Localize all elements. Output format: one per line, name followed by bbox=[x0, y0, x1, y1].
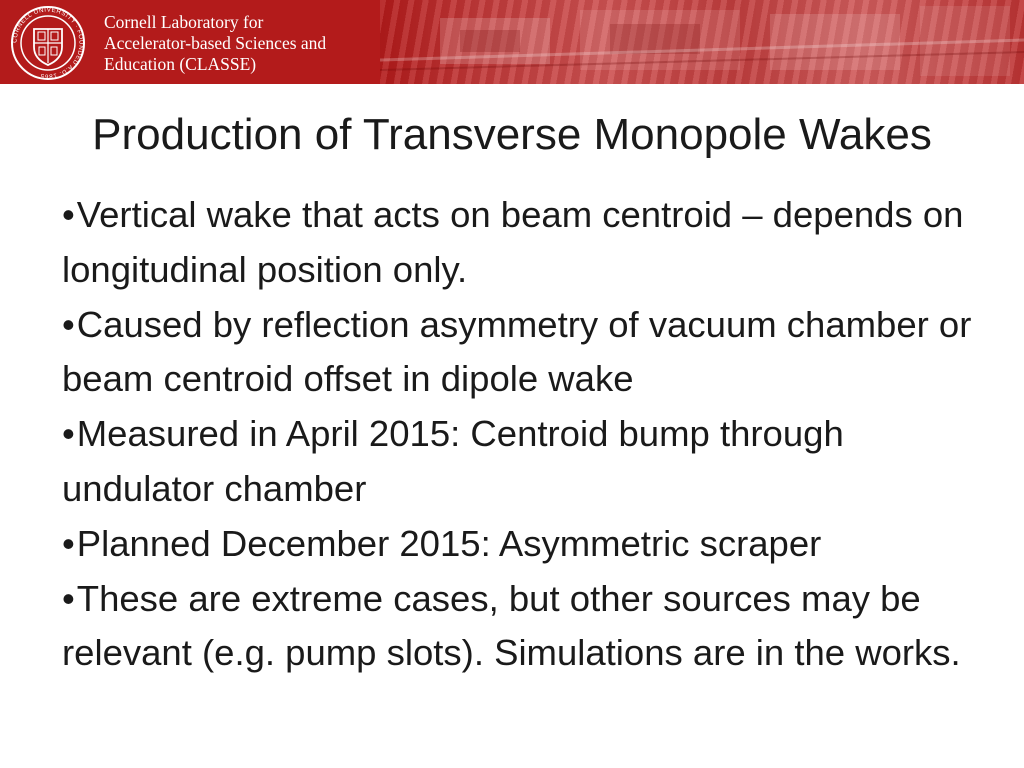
cornell-seal-logo bbox=[10, 5, 86, 81]
accelerator-photo-graphic bbox=[380, 0, 1024, 84]
lab-name bbox=[104, 12, 326, 75]
bullet-dot: • bbox=[62, 577, 75, 619]
bullet-dot: • bbox=[62, 303, 75, 345]
seal-ring-text: CORNELL UNIVERSITY · FOUNDED A.D. 1865 bbox=[11, 6, 85, 80]
bullet-text: Vertical wake that acts on beam centroid – depends on longitudinal position only. bbox=[62, 194, 964, 290]
bullet-item bbox=[62, 407, 992, 517]
bullet-text: Measured in April 2015: Centroid bump through undulator chamber bbox=[62, 413, 844, 509]
bullet-text: Caused by reflection asymmetry of vacuum chamber or beam centroid offset in dipole wake bbox=[62, 303, 972, 400]
lab-name-line-1: Cornell Laboratory for bbox=[104, 12, 264, 32]
bullet-dot: • bbox=[62, 522, 75, 564]
bullet-dot: • bbox=[62, 194, 75, 235]
bullet-item bbox=[62, 188, 992, 298]
bullet-text: Planned December 2015: Asymmetric scraper bbox=[76, 522, 822, 564]
bullet-list bbox=[62, 188, 992, 681]
bullet-item bbox=[62, 572, 992, 682]
lab-name-line-2: Accelerator-based Sciences and bbox=[104, 33, 327, 53]
bullet-text: These are extreme cases, but other sources may be relevant (e.g. pump slots). Simulations are in the works. bbox=[62, 577, 961, 674]
accelerator-photo bbox=[380, 0, 1024, 84]
header-banner bbox=[0, 0, 1024, 84]
slide-title: Production of Transverse Monopole Wakes bbox=[92, 110, 932, 159]
bullet-dot: • bbox=[62, 413, 75, 455]
bullet-item bbox=[62, 298, 992, 408]
bullet-item bbox=[62, 517, 992, 572]
lab-name-line-3: Education (CLASSE) bbox=[104, 54, 257, 74]
